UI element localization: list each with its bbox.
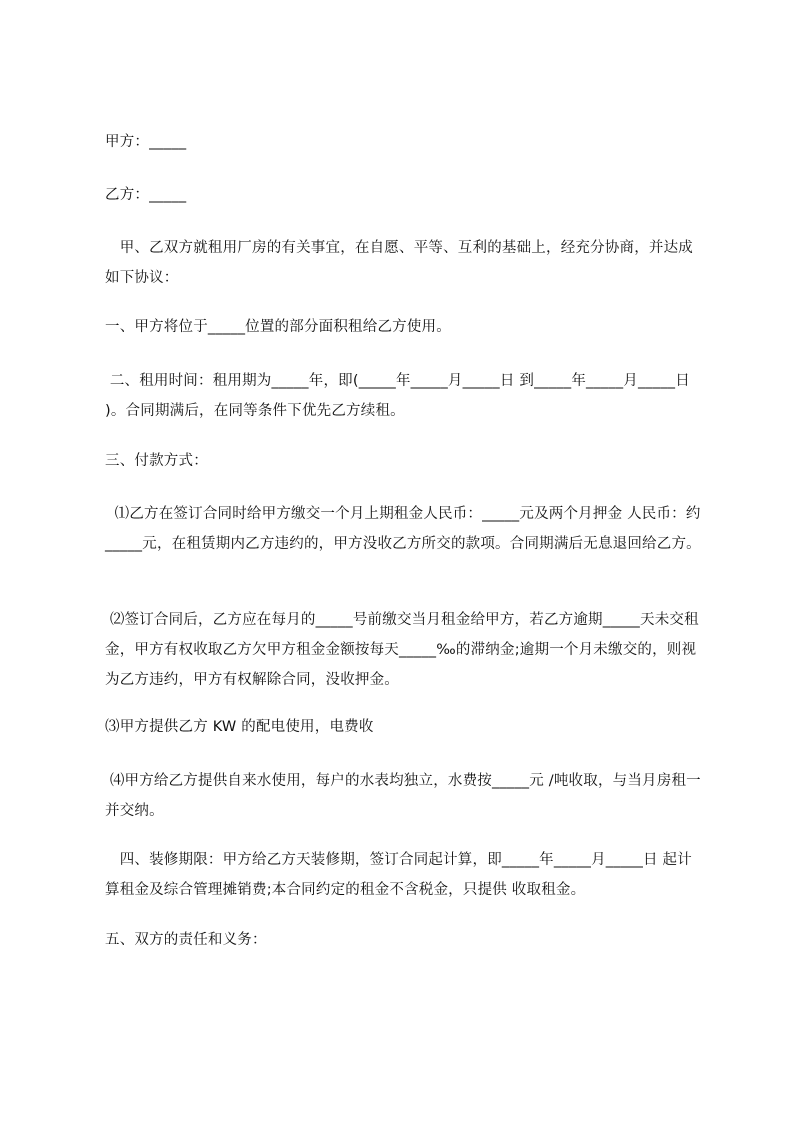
clause-5-heading: 五、双方的责任和义务： (105, 932, 267, 948)
clause-4: 四、装修期限：甲方给乙方天装修期，签订合同起计算，即_____年_____月_____日 起计算租金及综合管理摊销费;本合同约定的租金不含税金，只提供 收取租金。 (105, 852, 692, 898)
intro-paragraph: 甲、乙双方就租用厂房的有关事宜，在自愿、平等、互利的基础上，经充分协商，并达成如下协议： (105, 240, 693, 286)
party-b-line: 乙方：_____ (105, 187, 187, 203)
clause-3-heading: 三、付款方式： (105, 453, 208, 469)
party-a-line: 甲方：_____ (105, 134, 187, 150)
clause-3-item-3: ⑶甲方提供乙方 KW 的配电使用，电费收 (105, 719, 374, 735)
clause-3-item-2: ⑵签订合同后，乙方应在每月的_____号前缴交当月租金给甲方，若乙方逾期_____天未交租金，甲方有权收取乙方欠甲方租金金额按每天_____‰的滞纳金;逾期一个月未缴交的，则视为乙方违约，甲方有权解除合同，没收押金。 (105, 612, 699, 688)
clause-3-item-4: ⑷甲方给乙方提供自来水使用，每户的水表均独立，水费按_____元 /吨收取，与当月房租一并交纳。 (105, 773, 701, 819)
clause-1: 一、甲方将位于_____位置的部分面积租给乙方使用。 (105, 319, 451, 335)
clause-3-item-1: ⑴乙方在签订合同时给甲方缴交一个月上期租金人民币：_____元及两个月押金 人民币：约_____元，在租赁期内乙方违约的，甲方没收乙方所交的款项。合同期满后无息退回给乙方。 (105, 506, 701, 552)
clause-2: 二、租用时间：租用期为_____年，即(_____年_____月_____日 到_____年_____月_____日 )。合同期满后，在同等条件下优先乙方续租。 (105, 373, 695, 419)
